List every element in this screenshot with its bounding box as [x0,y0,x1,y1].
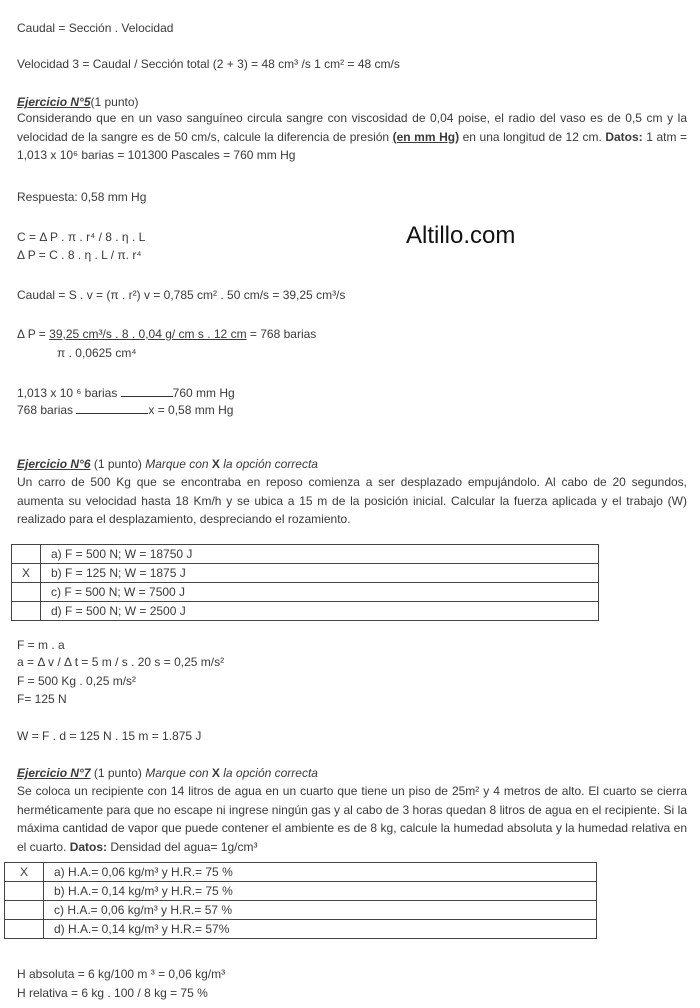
ex5-datos-text: 1 atm = 1,013 x 10⁶ barias = 101300 Pascales = 760 mm Hg [17,129,688,163]
ex5-dp-a: Δ P = [17,327,50,341]
table-row [5,863,597,882]
ex5-unit-emphasis: (en mm Hg) [392,129,460,144]
option-text-cell: c) H.A.= 0,06 kg/m³ y H.R.= 57 % [44,901,597,920]
option-text-cell: a) H.A.= 0,06 kg/m³ y H.R.= 75 % [44,863,597,882]
ex5-title: Ejercicio N°5 [17,95,91,109]
ex6-instruction-b: la opción correcta [219,457,318,471]
ex5-statement [17,109,687,165]
ex5-equation-1: C = Δ P . π . r⁴ / 8 . η . L [17,230,146,244]
table-row [5,920,597,939]
table-row [12,564,599,583]
option-mark-cell[interactable]: X [12,564,41,583]
ex6-solution-2: a = Δ v / Δ t = 5 m / s . 20 s = 0,25 m/s² [17,655,225,669]
ex5-caudal-line: Caudal = S . v = (π . r²) v = 0,785 cm² . 50 cm/s = 39,25 cm³/s [17,288,346,302]
option-mark-cell[interactable] [12,583,41,602]
option-text-cell: d) H.A.= 0,14 kg/m³ y H.R.= 57% [44,920,597,939]
option-mark-cell[interactable] [5,901,44,920]
ex7-statement [17,782,687,856]
ex6-title: Ejercicio N°6 [17,457,91,471]
ex7-instruction-a: Marque con [145,766,212,780]
option-text-cell: a) F = 500 N; W = 18750 J [41,545,599,564]
table-row [12,602,599,621]
ex6-statement: Un carro de 500 Kg que se encontraba en reposo comienza a ser desplazado empujándolo. Al cabo de 20 segundos, aumenta su velocidad hasta 18 Km/h y se ubica a 15 m de la posición inicial. Calcular la fuerza aplicada y el trabajo (W) realizado para el desplazamiento, despreciando el rozamiento. [17,475,687,527]
watermark-text: Altillo.com [406,222,516,249]
ex5-pressure-numerator [17,327,316,342]
option-mark-cell[interactable]: X [5,863,44,882]
ex7-solution-absolute: H absoluta = 6 kg/100 m ³ = 0,06 kg/m³ [17,967,226,981]
table-row [12,583,599,602]
ex5-conversion-2 [17,402,233,418]
ex5-text-c: en una longitud de 12 cm. [459,129,606,144]
ex7-instruction-x: X [211,766,220,780]
ex6-instruction-x: X [211,457,220,471]
ex7-title: Ejercicio N°7 [17,766,91,780]
ex6-solution-3: F = 500 Kg . 0,25 m/s² [17,674,137,688]
option-mark-cell[interactable] [12,545,41,564]
caudal-definition: Caudal = Sección . Velocidad [17,21,174,35]
ex6-work-line: W = F . d = 125 N . 15 m = 1.875 J [17,729,202,743]
ex7-text: Se coloca un recipiente con 14 litros de agua en un cuarto que tiene un piso de 25m² y 4 metros de alto. El cuarto se cierra herméticamente para que no escape ni ingrese ningún gas y al cabo de 3 horas quedan 8 litros de agua en el recipiente. Si la máxima cantidad de vapor que puede contener el ambiente es de 8 kg, calcule la humedad absoluta y la humedad relativa en el cuarto. [17,784,687,854]
ex5-blank-2 [76,402,148,414]
ex5-equation-2: Δ P = C . 8 . η . L / π. r⁴ [17,248,142,262]
ex5-conversion-1 [17,385,235,401]
ex5-blank-1 [121,385,173,397]
ex6-points: (1 punto) [90,457,146,471]
table-row [5,882,597,901]
option-mark-cell[interactable] [5,920,44,939]
table-row [12,545,599,564]
ex7-heading [17,766,318,781]
ex5-points: (1 punto) [90,95,139,109]
option-mark-cell[interactable] [12,602,41,621]
velocity3-line: Velocidad 3 = Caudal / Sección total (2 + 3) = 48 cm³ /s 1 cm² = 48 cm/s [17,57,400,71]
ex5-answer: Respuesta: 0,58 mm Hg [17,190,147,204]
option-mark-cell[interactable] [5,882,44,901]
option-text-cell: c) F = 500 N; W = 7500 J [41,583,599,602]
ex5-conv2-left: 768 barias [17,403,77,417]
table-row [5,901,597,920]
ex7-datos-label: Datos: [69,839,108,854]
ex6-solution-4: F= 125 N [17,692,67,706]
ex6-options-table [11,544,599,621]
ex5-conv2-right: x = 0,58 mm Hg [148,403,234,417]
ex5-heading [17,95,139,110]
ex7-solution-relative: H relativa = 6 kg . 100 / 8 kg = 75 % [17,986,208,1000]
option-text-cell: b) F = 125 N; W = 1875 J [41,564,599,583]
ex6-solution-1: F = m . a [17,638,65,652]
ex5-conv1-left: 1,013 x 10 ⁶ barias [17,386,121,400]
ex7-datos-text: Densidad del agua= 1g/cm³ [107,839,258,854]
ex7-points: (1 punto) [90,766,146,780]
ex5-text-a: Considerando que en un vaso sanguíneo circula sangre con viscosidad de 0,04 poise, el radio del vaso es de 0,5 cm y la velocidad de la sangre es de 50 cm/s, calcule la diferencia de presión [17,111,687,144]
ex6-instruction-a: Marque con [145,457,212,471]
ex5-pressure-denominator: π . 0,0625 cm⁴ [57,346,137,360]
ex5-conv1-right: 760 mm Hg [172,386,235,400]
ex7-instruction-b: la opción correcta [219,766,318,780]
ex5-dp-result: = 768 barias [246,327,317,341]
ex6-heading [17,457,318,472]
option-text-cell: b) H.A.= 0,14 kg/m³ y H.R.= 75 % [44,882,597,901]
ex5-dp-fraction: 39,25 cm³/s . 8 . 0,04 g/ cm s . 12 cm [49,327,247,341]
ex5-datos-label: Datos: [605,129,643,144]
option-text-cell: d) F = 500 N; W = 2500 J [41,602,599,621]
ex7-options-table [4,862,597,939]
